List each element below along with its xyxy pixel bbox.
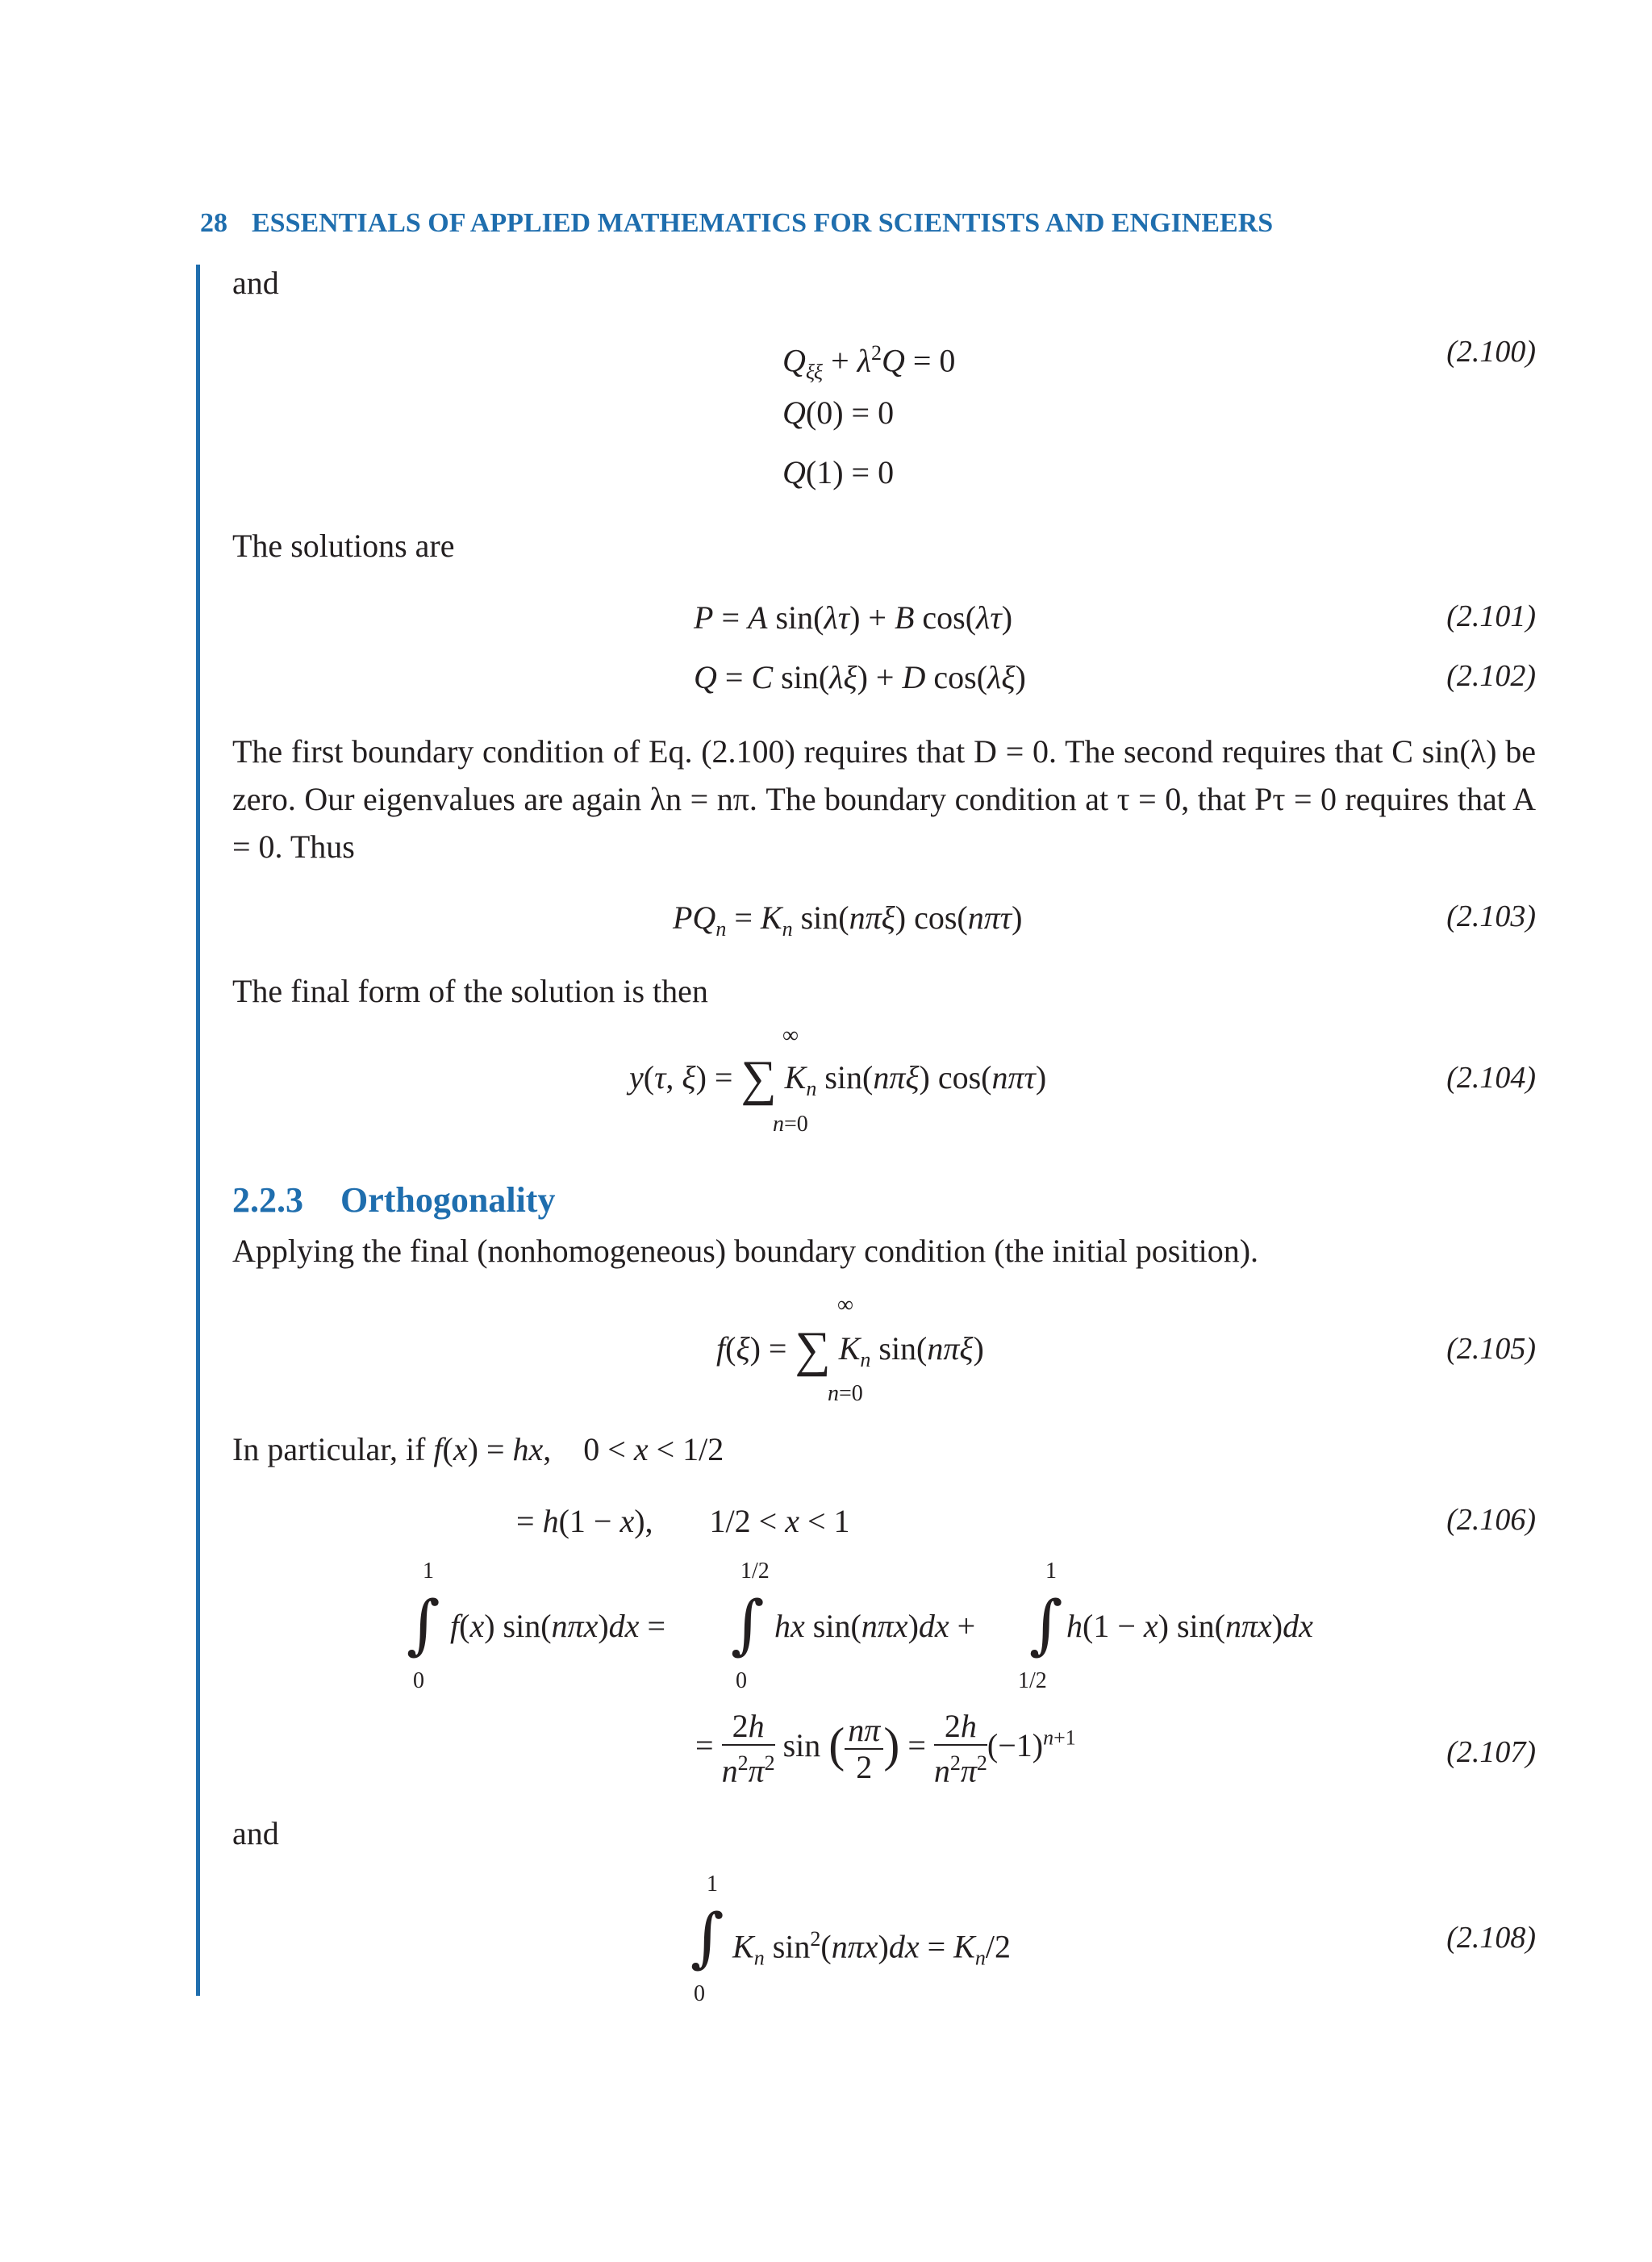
equation-2-107-term-2: h(1 − x) sin(nπx)dx <box>1066 1608 1313 1644</box>
equation-number-2-101: (2.101) <box>1446 599 1536 633</box>
integral-sign: ∫ <box>1029 1587 1063 1662</box>
equation-2-103: $PQ_n = K_n$ sin(nπξ) cos(nπτ) <box>673 899 1023 941</box>
sum-lower-limit-2-105: n=0 <box>828 1381 863 1406</box>
integral-lower-limit: 0 <box>694 1981 705 2006</box>
paragraph-boundary-conditions: The first boundary condition of Eq. (2.100) requires that D = 0. The second requires that C sin(λ) be zero. Our eigenvalues are again λn = nπ. The boundary condition at τ = 0, that Pτ = 0 requires that A = 0. Thus <box>232 733 1536 865</box>
fraction: $\frac{2h}{n^2\pi^2}$ <box>933 1708 987 1789</box>
fraction: $\frac{2h}{n^2\pi^2}$ <box>721 1708 775 1789</box>
integral-upper-limit: 1 <box>423 1559 434 1584</box>
equation-2-107-term-1: hx sin(nπx)dx + <box>774 1608 976 1644</box>
integral-upper-limit: 1 <box>707 1872 718 1897</box>
integral-sign: ∫ <box>731 1587 765 1662</box>
equation-2-102: Q = C sin(λξ) + D cos(λξ) <box>694 659 1026 695</box>
equation-2-100-line-1: $Q_{\xi\xi} + \lambda^2Q = 0$ <box>782 341 956 384</box>
sum-sign: ∑ <box>740 1051 777 1106</box>
integral-lower-limit: 0 <box>413 1668 424 1693</box>
sum-sign: ∑ <box>795 1322 831 1377</box>
equation-2-100-line-3: Q(1) = 0 <box>782 454 895 490</box>
margin-rule <box>196 265 200 1996</box>
integral-upper-limit: 1 <box>1045 1559 1057 1584</box>
equation-number-2-103: (2.103) <box>1446 899 1536 933</box>
equation-2-104: y(τ, ξ) = ∑ $K_n$ sin(nπξ) cos(nπτ) <box>629 1051 1047 1106</box>
equation-2-106-line-1: In particular, if f(x) = hx, 0 < x < 1/2 <box>232 1431 724 1467</box>
integral-sign: ∫ <box>407 1587 440 1662</box>
sum-upper-limit-2-105: ∞ <box>837 1292 853 1317</box>
equation-number-2-100: (2.100) <box>1446 335 1536 369</box>
equation-number-2-105: (2.105) <box>1446 1332 1536 1366</box>
page-number: 28 <box>200 208 227 238</box>
equation-2-106-line-2: = h(1 − x), 1/2 < x < 1 <box>516 1503 850 1539</box>
equation-2-100-line-2: Q(0) = 0 <box>782 394 895 431</box>
section-title: Orthogonality <box>340 1180 556 1220</box>
fraction: $\frac{n\pi}{2}$ <box>845 1713 883 1785</box>
equation-2-107-lhs: f(x) sin(nπx)dx = <box>450 1608 665 1644</box>
integral-lower-limit: 0 <box>736 1668 747 1693</box>
sum-upper-limit-2-104: ∞ <box>782 1023 799 1048</box>
equation-2-101: P = A sin(λτ) + B cos(λτ) <box>694 599 1013 636</box>
text-solutions-are: The solutions are <box>232 528 455 564</box>
equation-number-2-108: (2.108) <box>1446 1921 1536 1955</box>
integral-upper-limit: 1/2 <box>740 1559 770 1584</box>
integral-sign: ∫ <box>690 1900 724 1975</box>
sum-lower-limit-2-104: n=0 <box>773 1112 808 1137</box>
text-and-2: and <box>232 1815 279 1851</box>
integral-lower-limit: 1/2 <box>1018 1668 1047 1693</box>
text-and-1: and <box>232 265 279 301</box>
text-final-form: The final form of the solution is then <box>232 973 708 1009</box>
text-applying: Applying the final (nonhomogeneous) boundary condition (the initial position). <box>232 1233 1259 1269</box>
text-in-particular: In particular, if <box>232 1431 426 1467</box>
section-number: 2.2.3 <box>232 1180 303 1220</box>
running-header <box>200 208 1273 239</box>
equation-2-107-rhs: = $\frac{2h}{n^2\pi^2}$ sin ( $\frac{n\pi}{2}$ ) = $\frac{2h}{n^2\pi^2}$ $(-1)^{n+1}$ <box>695 1708 1076 1789</box>
equation-number-2-107: (2.107) <box>1446 1735 1536 1769</box>
equation-2-108: $K_n$ $\sin^2(n\pi x)dx = K_n/2$ <box>732 1927 1011 1970</box>
header-title: ESSENTIALS OF APPLIED MATHEMATICS FOR SCIENTISTS AND ENGINEERS <box>252 208 1274 238</box>
equation-2-105: f(ξ) = ∑ $K_n$ sin(nπξ) <box>716 1322 984 1377</box>
equation-number-2-102: (2.102) <box>1446 659 1536 693</box>
section-heading <box>232 1179 555 1221</box>
equation-number-2-104: (2.104) <box>1446 1061 1536 1095</box>
equation-number-2-106: (2.106) <box>1446 1503 1536 1537</box>
